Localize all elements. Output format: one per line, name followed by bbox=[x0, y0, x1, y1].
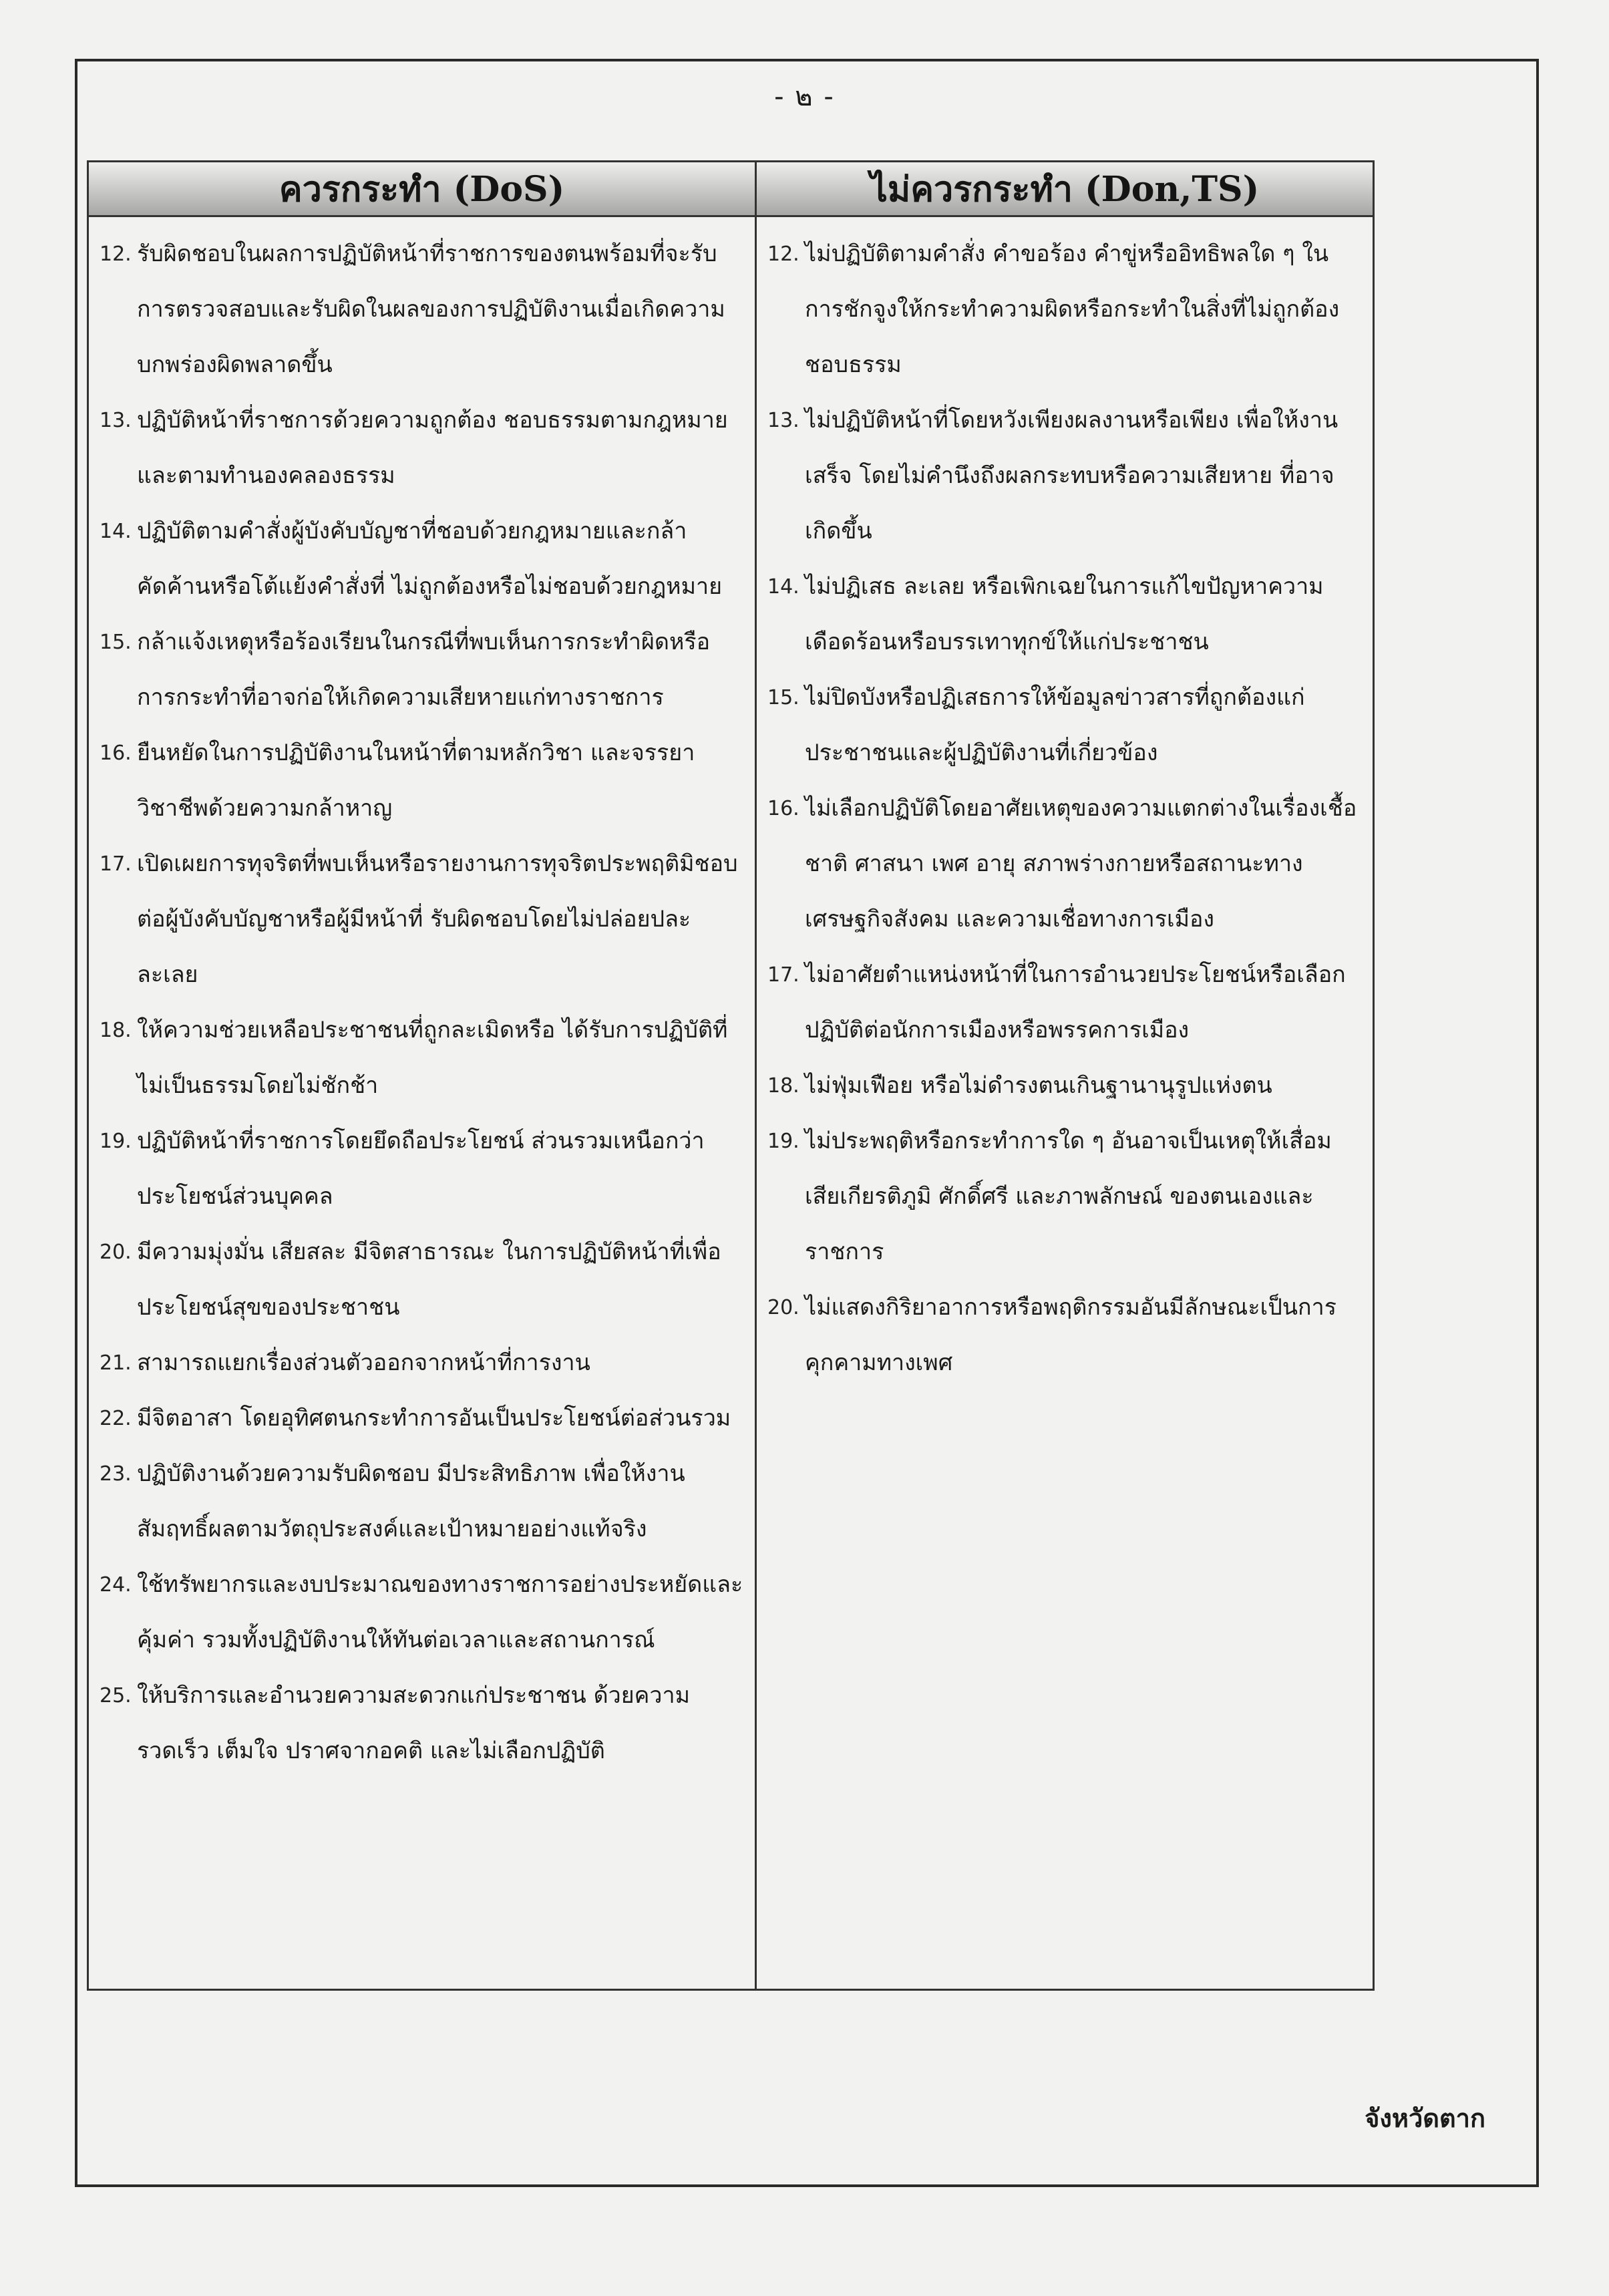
item-text: ไม่เลือกปฏิบัติโดยอาศัยเหตุของความแตกต่างในเรื่องเชื้อชาติ ศาสนา เพศ อายุ สภาพร่างกายหรือสถานะทางเศรษฐกิจสังคม และความเชื่อทางการเมือง bbox=[805, 795, 1357, 933]
item-number: 17. bbox=[767, 963, 799, 987]
item-text: ไม่ปฏิบัติตามคำสั่ง คำขอร้อง คำขู่หรืออิทธิพลใด ๆ ในการชักจูงให้กระทำความผิดหรือกระทำในสิ่งที่ไม่ถูกต้องชอบธรรม bbox=[805, 240, 1340, 378]
item-text: ปฏิบัติงานด้วยความรับผิดชอบ มีประสิทธิภาพ เพื่อให้งานสัมฤทธิ์ผลตามวัตถุประสงค์และเป้าหมายอย่างแท้จริง bbox=[137, 1460, 685, 1542]
donts-list bbox=[757, 217, 1373, 1509]
item-number: 13. bbox=[100, 409, 132, 432]
item-number: 19. bbox=[100, 1130, 132, 1153]
item-number: 20. bbox=[100, 1241, 132, 1264]
item-number: 19. bbox=[767, 1130, 799, 1153]
dos-item bbox=[100, 226, 745, 393]
item-number: 15. bbox=[767, 686, 799, 709]
item-number: 15. bbox=[100, 631, 132, 654]
item-text: มีความมุ่งมั่น เสียสละ มีจิตสาธารณะ ในการปฏิบัติหน้าที่เพื่อประโยชน์สุขของประชาชน bbox=[137, 1239, 721, 1321]
item-text: ให้บริการและอำนวยความสะดวกแก่ประชาชน ด้วยความรวดเร็ว เต็มใจ ปราศจากอคติ และไม่เลือกปฏิบัติ bbox=[137, 1682, 691, 1764]
item-number: 14. bbox=[767, 575, 799, 599]
item-text: ปฏิบัติหน้าที่ราชการโดยยึดถือประโยชน์ ส่วนรวมเหนือกว่าประโยชน์ส่วนบุคคล bbox=[137, 1128, 705, 1210]
item-text: ไม่ประพฤติหรือกระทำการใด ๆ อันอาจเป็นเหตุให้เสื่อมเสียเกียรติภูมิ ศักดิ์ศรี และภาพลักษณ์ ของตนเองและราชการ bbox=[805, 1128, 1332, 1265]
footer-province: จังหวัดตาก bbox=[1365, 2104, 1485, 2133]
item-text: ไม่ปฏิบัติหน้าที่โดยหวังเพียงผลงานหรือเพียง เพื่อให้งานเสร็จ โดยไม่คำนึงถึงผลกระทบหรือความเสียหาย ที่อาจเกิดขึ้น bbox=[805, 407, 1338, 544]
item-text: ไม่ปิดบังหรือปฏิเสธการให้ข้อมูลข่าวสารที่ถูกต้องแก่ประชาชนและผู้ปฏิบัติงานที่เกี่ยวข้อง bbox=[805, 684, 1305, 766]
donts-item bbox=[767, 1114, 1363, 1280]
dos-item bbox=[100, 504, 745, 615]
item-number: 21. bbox=[100, 1351, 132, 1375]
item-text: ไม่ปฏิเสธ ละเลย หรือเพิกเฉยในการแก้ไขปัญหาความเดือดร้อนหรือบรรเทาทุกข์ให้แก่ประชาชน bbox=[805, 573, 1324, 655]
dos-donts-table bbox=[87, 160, 1375, 1991]
item-number: 17. bbox=[100, 852, 132, 876]
dos-item bbox=[100, 1391, 745, 1446]
dos-item bbox=[100, 1557, 745, 1668]
item-number: 16. bbox=[100, 742, 132, 765]
dos-item bbox=[100, 1224, 745, 1335]
dos-item bbox=[100, 836, 745, 1003]
item-text: ไม่แสดงกิริยาอาการหรือพฤติกรรมอันมีลักษณะเป็นการคุกคามทางเพศ bbox=[805, 1294, 1336, 1376]
donts-item bbox=[767, 781, 1363, 947]
donts-column bbox=[757, 162, 1373, 1989]
item-text: ปฏิบัติตามคำสั่งผู้บังคับบัญชาที่ชอบด้วยกฎหมายและกล้าคัดค้านหรือโต้แย้งคำสั่งที่ ไม่ถูกต้องหรือไม่ชอบด้วยกฎหมาย bbox=[137, 518, 722, 600]
dos-item bbox=[100, 1335, 745, 1391]
dos-item bbox=[100, 393, 745, 504]
item-text: ใช้ทรัพยากรและงบประมาณของทางราชการอย่างประหยัดและคุ้มค่า รวมทั้งปฏิบัติงานให้ทันต่อเวลาและสถานการณ์ bbox=[137, 1571, 743, 1653]
item-number: 22. bbox=[100, 1407, 132, 1430]
item-text: ไม่ฟุ่มเฟือย หรือไม่ดำรงตนเกินฐานานุรูปแห่งตน bbox=[805, 1072, 1272, 1099]
donts-item bbox=[767, 393, 1363, 559]
item-text: รับผิดชอบในผลการปฏิบัติหน้าที่ราชการของตนพร้อมที่จะรับการตรวจสอบและรับผิดในผลของการปฏิบัติงานเมื่อเกิดความบกพร่องผิดพลาดขึ้น bbox=[137, 240, 725, 378]
item-number: 12. bbox=[767, 242, 799, 266]
item-number: 18. bbox=[100, 1019, 132, 1042]
dos-item bbox=[100, 1668, 745, 1779]
dos-item bbox=[100, 725, 745, 836]
item-number: 14. bbox=[100, 520, 132, 543]
item-text: มีจิตอาสา โดยอุทิศตนกระทำการอันเป็นประโยชน์ต่อส่วนรวม bbox=[137, 1405, 731, 1432]
donts-item bbox=[767, 1280, 1363, 1391]
item-number: 12. bbox=[100, 242, 132, 266]
item-number: 20. bbox=[767, 1296, 799, 1319]
item-number: 13. bbox=[767, 409, 799, 432]
item-text: กล้าแจ้งเหตุหรือร้องเรียนในกรณีที่พบเห็นการกระทำผิดหรือการกระทำที่อาจก่อให้เกิดความเสียหายแก่ทางราชการ bbox=[137, 629, 711, 711]
dos-item bbox=[100, 1114, 745, 1224]
dos-list bbox=[89, 217, 755, 1779]
item-text: ไม่อาศัยตำแหน่งหน้าที่ในการอำนวยประโยชน์หรือเลือกปฏิบัติต่อนักการเมืองหรือพรรคการเมือง bbox=[805, 961, 1346, 1043]
donts-item bbox=[767, 670, 1363, 781]
item-text: ให้ความช่วยเหลือประชาชนที่ถูกละเมิดหรือ ได้รับการปฏิบัติที่ไม่เป็นธรรมโดยไม่ชักช้า bbox=[137, 1017, 728, 1099]
item-text: ยืนหยัดในการปฏิบัติงานในหน้าที่ตามหลักวิชา และจรรยาวิชาชีพด้วยความกล้าหาญ bbox=[137, 740, 695, 822]
dos-header: ควรกระทำ (DoS) bbox=[89, 162, 755, 217]
item-number: 18. bbox=[767, 1074, 799, 1098]
dos-item bbox=[100, 1003, 745, 1114]
dos-item bbox=[100, 1446, 745, 1557]
donts-item bbox=[767, 1058, 1363, 1114]
page-number: - ๒ - bbox=[774, 81, 835, 112]
dos-column bbox=[89, 162, 757, 1989]
donts-item bbox=[767, 226, 1363, 393]
donts-item bbox=[767, 559, 1363, 670]
dos-item bbox=[100, 615, 745, 725]
donts-header: ไม่ควรกระทำ (Don,TS) bbox=[757, 162, 1373, 217]
item-number: 25. bbox=[100, 1684, 132, 1707]
item-text: ปฏิบัติหน้าที่ราชการด้วยความถูกต้อง ชอบธรรมตามกฎหมายและตามทำนองคลองธรรม bbox=[137, 407, 728, 489]
item-number: 24. bbox=[100, 1573, 132, 1597]
item-text: เปิดเผยการทุจริตที่พบเห็นหรือรายงานการทุจริตประพฤติมิชอบต่อผู้บังคับบัญชาหรือผู้มีหน้าที่ รับผิดชอบโดยไม่ปล่อยปละละเลย bbox=[137, 850, 738, 988]
item-text: สามารถแยกเรื่องส่วนตัวออกจากหน้าที่การงาน bbox=[137, 1349, 590, 1376]
item-number: 23. bbox=[100, 1462, 132, 1486]
item-number: 16. bbox=[767, 797, 799, 820]
donts-item bbox=[767, 947, 1363, 1058]
